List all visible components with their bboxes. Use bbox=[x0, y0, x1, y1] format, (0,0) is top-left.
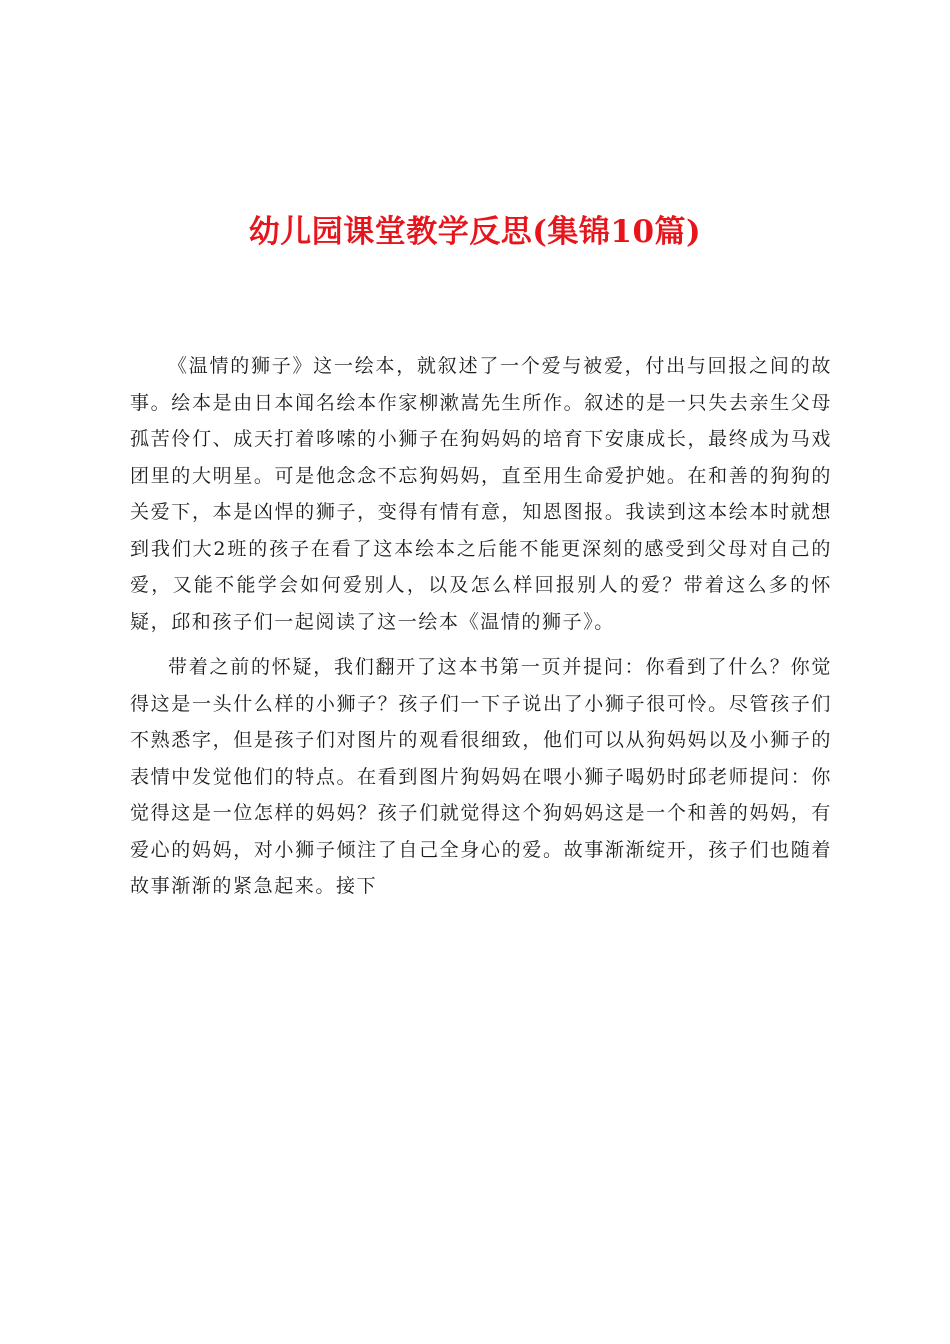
paragraph-2: 带着之前的怀疑，我们翻开了这本书第一页并提问：你看到了什么？你觉得这是一头什么样的小狮子？孩子们一下子说出了小狮子很可怜。尽管孩子们不熟悉字，但是孩子们对图片的观看很细致，他们可以从狗妈妈以及小狮子的表情中发觉他们的特点。在看到图片狗妈妈在喂小狮子喝奶时邱老师提问：你觉得这是一位怎样的妈妈？孩子们就觉得这个狗妈妈这是一个和善的妈妈，有爱心的妈妈，对小狮子倾注了自己全身心的爱。故事渐渐绽开，孩子们也随着故事渐渐的紧急起来。接下 bbox=[130, 656, 832, 897]
document-body bbox=[130, 348, 832, 914]
paragraph-1: 《温情的狮子》这一绘本，就叙述了一个爱与被爱，付出与回报之间的故事。绘本是由日本闻名绘本作家柳漱嵩先生所作。叙述的是一只失去亲生父母孤苦伶仃、成天打着哆嗦的小狮子在狗妈妈的培育下安康成长，最终成为马戏团里的大明星。可是他念念不忘狗妈妈，直至用生命爱护她。在和善的狗狗的关爱下，本是凶悍的狮子，变得有情有意，知恩图报。我读到这本绘本时就想到我们大2班的孩子在看了这本绘本之后能不能更深刻的感受到父母对自己的爱，又能不能学会如何爱别人，以及怎么样回报别人的爱？带着这么多的怀疑，邱和孩子们一起阅读了这一绘本《温情的狮子》。 bbox=[130, 355, 832, 633]
document-title: 幼儿园课堂教学反思(集锦10篇) bbox=[248, 214, 702, 250]
